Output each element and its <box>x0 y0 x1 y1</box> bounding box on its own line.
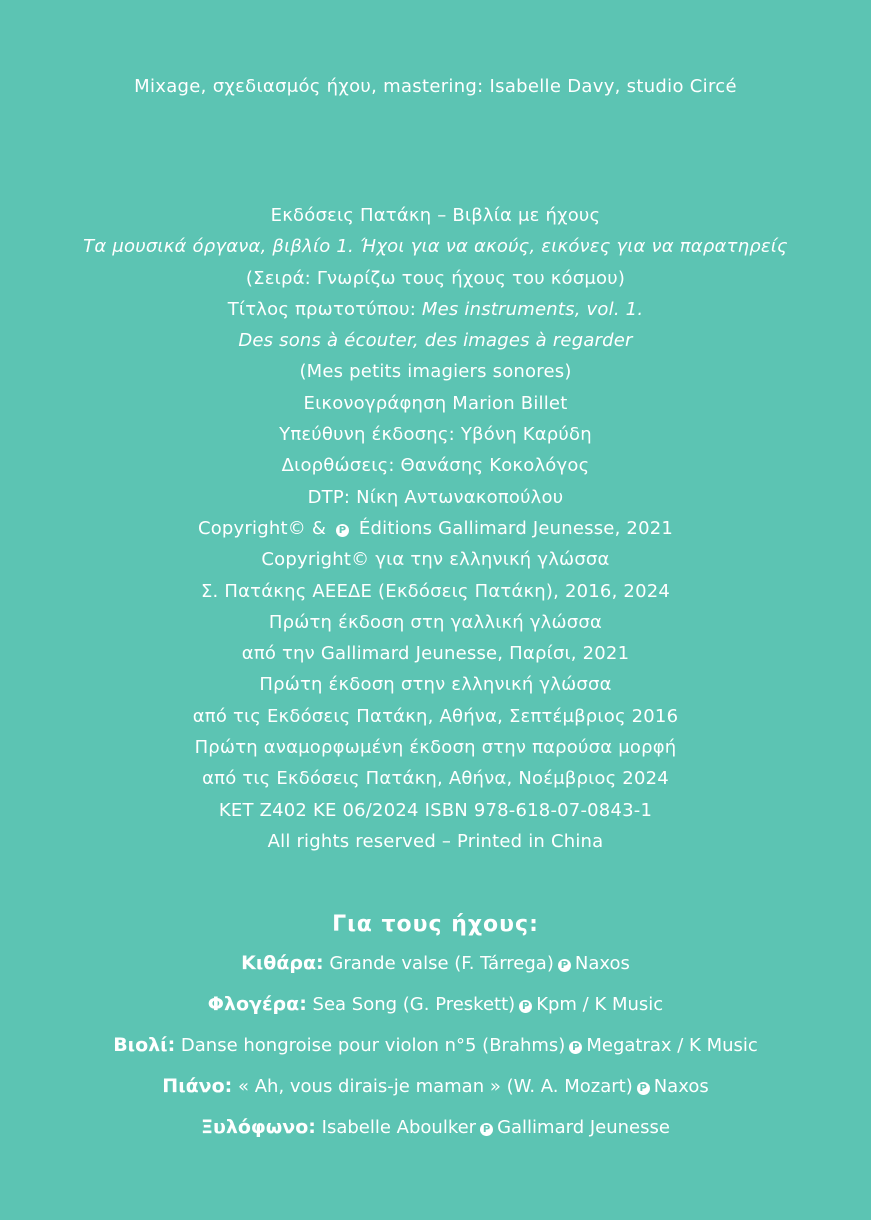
first-edition-greek-2: από τις Εκδόσεις Πατάκη, Αθήνα, Σεπτέμβριος 2016 <box>192 705 679 727</box>
sound-work: Danse hongroise pour violon n°5 (Brahms) <box>180 1035 566 1056</box>
sound-label: Gallimard Jeunesse <box>497 1117 670 1138</box>
phonogram-icon: P <box>569 1041 582 1054</box>
sound-work: Sea Song (G. Preskett) <box>312 994 516 1015</box>
sound-label: Kpm / K Music <box>536 994 664 1015</box>
original-subtitle: Des sons à écouter, des images à regarder <box>238 330 633 352</box>
instrument-name: Πιάνο: <box>162 1075 233 1097</box>
publisher-series: Εκδόσεις Πατάκη – Βιβλία με ήχους <box>270 205 601 226</box>
sound-work: Grande valse (F. Tárrega) <box>329 953 554 974</box>
sound-credit-row <box>0 943 871 984</box>
sound-credits-title: Για τους ήχους: <box>332 912 539 937</box>
first-edition-greek-1: Πρώτη έκδοση στην ελληνική γλώσσα <box>259 674 612 696</box>
sound-credit-row <box>0 1066 871 1107</box>
phonogram-icon: P <box>558 959 571 972</box>
first-edition-french-2: από την Gallimard Jeunesse, Παρίσι, 2021 <box>241 643 630 665</box>
first-edition-french-1: Πρώτη έκδοση στη γαλλική γλώσσα <box>268 611 603 633</box>
sound-credit-row <box>0 984 871 1025</box>
phonogram-icon: P <box>480 1123 493 1136</box>
sound-credits <box>0 912 871 1148</box>
illustration-credit: Εικονογράφηση Marion Billet <box>303 392 568 414</box>
dtp-credit: DTP: Νίκη Αντωνακοπούλου <box>307 486 564 508</box>
colophon-block <box>0 200 871 857</box>
copyright-greek-2: Σ. Πατάκης ΑΕΕΔΕ (Εκδόσεις Πατάκη), 2016, 2024 <box>200 580 671 602</box>
instrument-name: Ξυλόφωνο: <box>201 1116 316 1138</box>
phonogram-icon: P <box>519 1000 532 1013</box>
editor-credit: Υπεύθυνη έκδοσης: Υβόνη Καρύδη <box>279 424 592 446</box>
rights-line: All rights reserved – Printed in China <box>267 830 604 852</box>
original-series: (Mes petits imagiers sonores) <box>299 361 572 383</box>
sound-work: Isabelle Aboulker <box>321 1117 477 1138</box>
sound-credit-row <box>0 1025 871 1066</box>
sound-credit-row <box>0 1107 871 1148</box>
original-title-line <box>0 294 871 325</box>
instrument-name: Βιολί: <box>113 1034 176 1056</box>
sound-label: Naxos <box>574 953 630 974</box>
copyright-french-prefix: Copyright© & <box>197 517 332 539</box>
copyright-french-suffix: Éditions Gallimard Jeunesse, 2021 <box>353 517 674 539</box>
sound-label: Megatrax / K Music <box>586 1035 758 1056</box>
sound-label: Naxos <box>653 1076 709 1097</box>
revised-edition-1: Πρώτη αναμορφωμένη έκδοση στην παρούσα μορφή <box>194 737 677 759</box>
mixing-credit: Mixage, σχεδιασμός ήχου, mastering: Isabelle Davy, studio Circé <box>134 76 737 97</box>
original-title-label: Τίτλος πρωτοτύπου: <box>227 298 422 320</box>
phonogram-icon: P <box>637 1082 650 1095</box>
instrument-name: Φλογέρα: <box>207 993 307 1015</box>
original-title: Mes instruments, vol. 1. <box>421 298 644 320</box>
book-title: Τα μουσικά όργανα, βιβλίο 1. Ήχοι για να ακούς, εικόνες για να παρατηρείς <box>83 236 788 258</box>
isbn-codes: ΚΕΤ Ζ402 ΚΕ 06/2024 ISBN 978-618-07-0843-1 <box>218 799 653 821</box>
proofreading-credit: Διορθώσεις: Θανάσης Κοκολόγος <box>281 455 590 477</box>
phonogram-icon: P <box>336 524 349 537</box>
copyright-french <box>0 513 871 544</box>
series-name: (Σειρά: Γνωρίζω τους ήχους του κόσμου) <box>245 267 626 289</box>
copyright-greek-1: Copyright© για την ελληνική γλώσσα <box>261 549 610 571</box>
revised-edition-2: από τις Εκδόσεις Πατάκη, Αθήνα, Νοέμβριος 2024 <box>202 768 669 790</box>
instrument-name: Κιθάρα: <box>241 952 324 974</box>
sound-work: « Ah, vous dirais-je maman » (W. A. Mozart) <box>237 1076 633 1097</box>
